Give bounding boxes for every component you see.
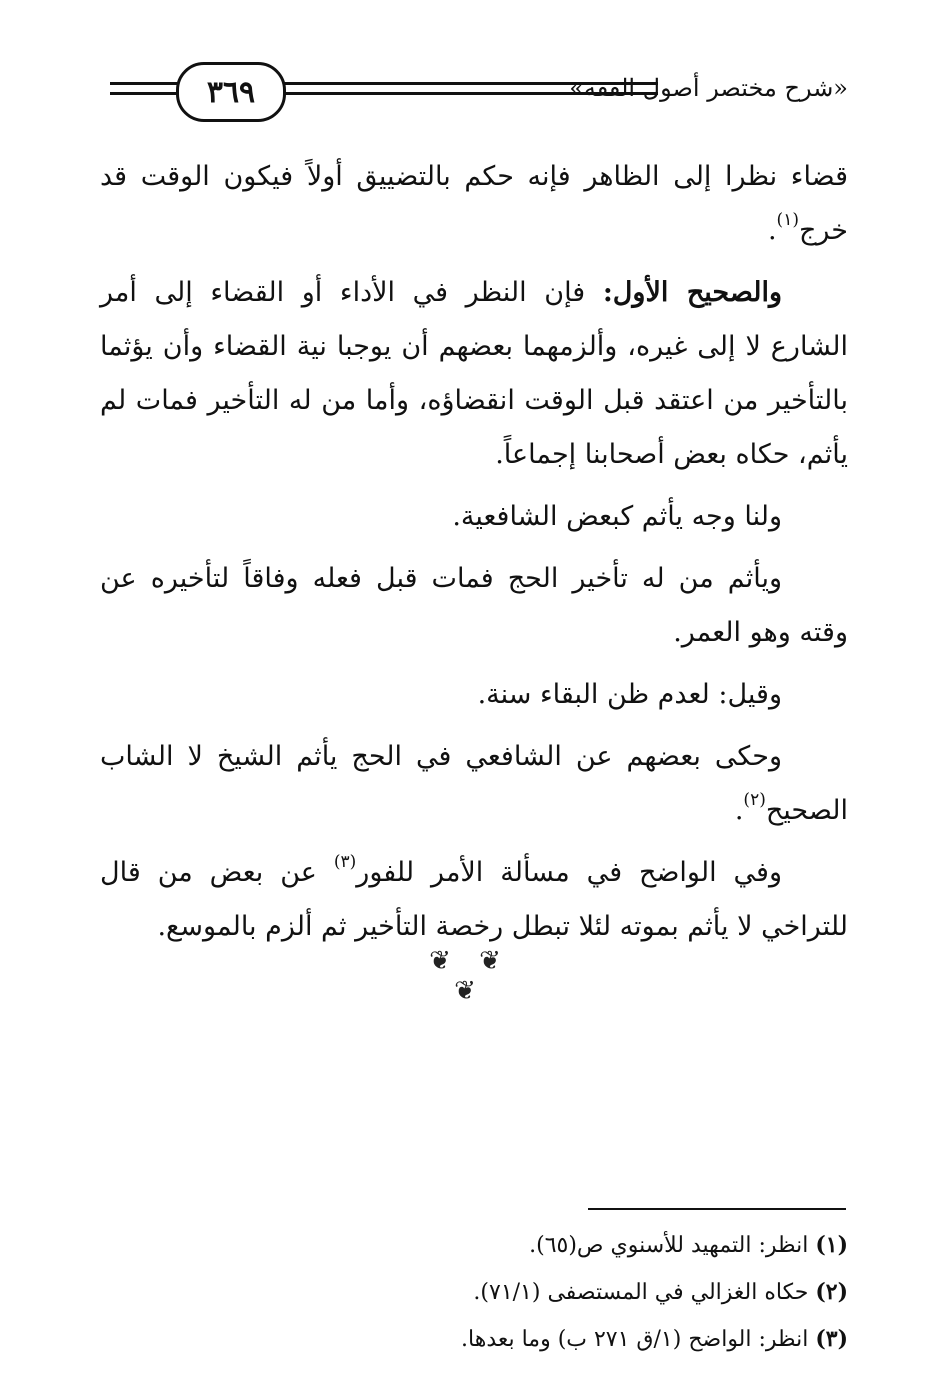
running-title: «شرح مختصر أصول الفقه» <box>569 74 848 102</box>
page-header <box>0 0 938 140</box>
paragraph-text: وفي الواضح في مسألة الأمر للفور <box>356 857 782 888</box>
paragraph <box>100 150 848 258</box>
footnote <box>200 1269 848 1316</box>
paragraph-text: قضاء نظرا إلى الظاهر فإنه حكم بالتضييق أولاً فيكون الوقت قد خرج <box>100 161 848 246</box>
paragraph-text: ويأثم من له تأخير الحج فمات قبل فعله وفاقاً لتأخيره عن وقته وهو العمر. <box>100 563 848 648</box>
paragraph-text: ولنا وجه يأثم كبعض الشافعية. <box>452 501 782 532</box>
main-text <box>100 150 848 962</box>
footnote-number: (٢) <box>815 1279 848 1305</box>
paragraph-text: فإن النظر في الأداء أو القضاء إلى أمر الشارع لا إلى غيره، وألزمهما بعضهم أن يوجبا نية القضاء وأن يؤثما بالتأخير من اعتقد قبل الوقت انقضاؤه، وأما من له التأخير فمات لم يأثم، حكاه بعض أصحابنا إجماعاً. <box>100 277 848 470</box>
footnote <box>200 1316 848 1363</box>
footnote-marker: (١) <box>776 210 799 230</box>
paragraph <box>100 668 848 722</box>
section-ornament-icon: ❦ ❦ ❦ <box>429 946 511 1006</box>
paragraph <box>100 846 848 954</box>
footnote-marker: (٣) <box>333 852 357 872</box>
footnote-number: (٣) <box>815 1326 848 1352</box>
header-rule-left-bottom <box>110 92 180 95</box>
paragraph <box>100 490 848 544</box>
header-rule-left-top <box>110 82 180 85</box>
page-number: ٣٦٩ <box>176 62 286 122</box>
paragraph <box>100 552 848 660</box>
footnote-text: حكاه الغزالي في المستصفى (٧١/١). <box>473 1280 809 1305</box>
footnote-marker: (٢) <box>743 790 766 810</box>
paragraph-end: . <box>767 215 777 246</box>
footnote-text: انظر: الواضح (١/ق ٢٧١ ب) وما بعدها. <box>461 1327 809 1352</box>
paragraph-end: عن بعض من قال للتراخي لا يأثم بموته لئلا تبطل رخصة التأخير ثم ألزم بالموسع. <box>100 857 848 942</box>
paragraph-lead: والصحيح الأول: <box>602 277 783 308</box>
footnote-number: (١) <box>815 1232 848 1258</box>
footnote <box>200 1222 848 1269</box>
paragraph-text: وقيل: لعدم ظن البقاء سنة. <box>477 679 782 710</box>
footnotes <box>200 1222 848 1363</box>
paragraph <box>100 266 848 482</box>
footnote-divider <box>588 1208 846 1210</box>
paragraph-text: وحكى بعضهم عن الشافعي في الحج يأثم الشيخ لا الشاب الصحيح <box>100 741 848 826</box>
paragraph <box>100 730 848 838</box>
footnote-text: انظر: التمهيد للأسنوي ص(٦٥). <box>529 1233 809 1258</box>
paragraph-end: . <box>734 795 744 826</box>
